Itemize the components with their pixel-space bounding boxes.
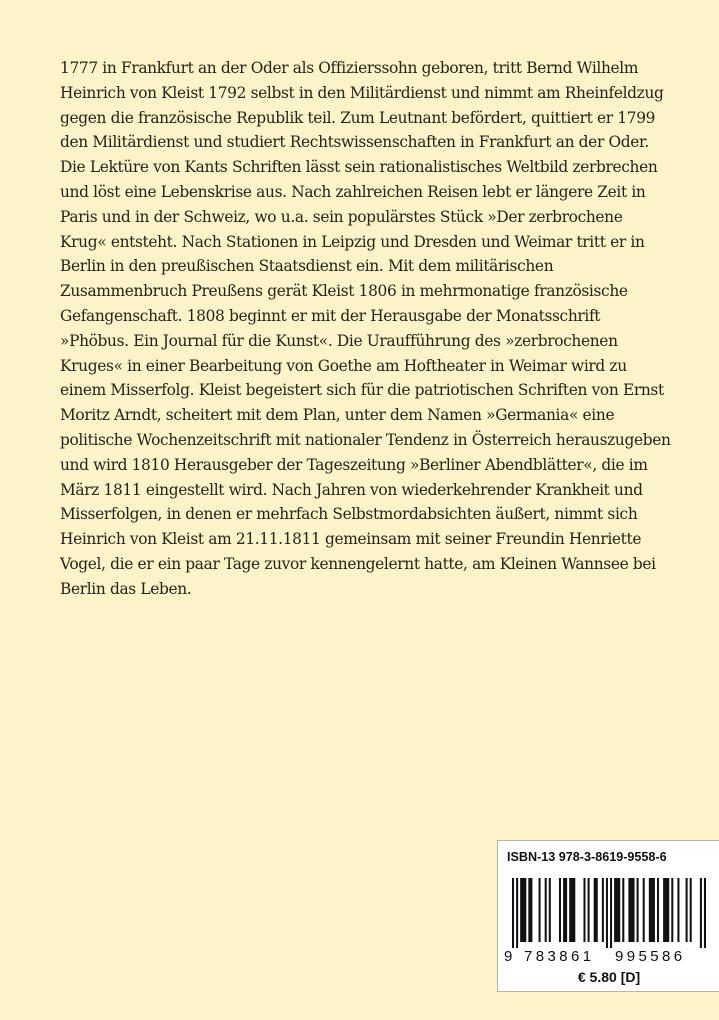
barcode-bar <box>622 878 624 942</box>
barcode-bar <box>569 878 575 942</box>
barcode-guard-bar <box>610 878 612 948</box>
barcode-guard-bar <box>606 878 608 948</box>
barcode-bar <box>583 878 585 942</box>
barcode-bar <box>686 878 688 942</box>
isbn-label: ISBN-13 978-3-8619-9558-6 <box>507 850 667 864</box>
barcode-bar <box>520 878 526 942</box>
barcode-guard-bar <box>700 878 702 948</box>
barcode-box <box>497 840 719 992</box>
author-biography: 1777 in Frankfurt an der Oder als Offizierssohn geboren, tritt Bernd Wilhelm Heinrich von Kleist 1792 selbst in den Militärdienst und nimmt am Rheinfeldzug gegen die französische Republik teil. Zum Leutnant befördert, quittiert er 1799 den Militärdienst und studiert Rechtswissenschaften in Frankfurt an der Oder. Die Lektüre von Kants Schriften lässt sein rationalistisches Weltbild zerbrechen und löst eine Lebenskrise aus. Nach zahlreichen Reisen lebt er längere Zeit in Paris und in der Schweiz, wo u.a. sein populärstes Stück »Der zerbrochene Krug« entsteht. Nach Stationen in Leipzig und Dresden und Weimar tritt er in Berlin in den preußischen Staatsdienst ein. Mit dem militärischen Zusammenbruch Preußens gerät Kleist 1806 in mehrmonatige französische Gefangenschaft. 1808 beginnt er mit der Herausgabe der Monatsschrift »Phöbus. Ein Journal für die Kunst«. Die Uraufführung des »zerbrochenen Kruges« in einer Bearbeitung von Goethe am Hoftheater in Weimar wird zu einem Misserfolg. Kleist begeistert sich für die patriotischen Schriften von Ernst Moritz Arndt, scheitert mit dem Plan, unter dem Namen »Germania« eine politische Wochenzeitschrift mit nationaler Tendenz in Österreich herauszugeben und wird 1810 Herausgeber der Tageszeitung »Berliner Abendblätter«, die im März 1811 eingestellt wird. Nach Jahren von wiederkehrender Krankheit und Misserfolgen, in denen er mehrfach Selbstmordabsichten äußert, nimmt sich Heinrich von Kleist am 21.11.1811 gemeinsam mit seiner Freundin Henriette Vogel, die er ein paar Tage zuvor kennengelernt hatte, am Kleinen Wannsee bei Berlin das Leben. <box>60 59 671 598</box>
barcode-bar <box>539 878 541 942</box>
barcode-bar <box>559 878 561 942</box>
barcode-bar <box>614 878 620 942</box>
barcode-bar <box>545 878 547 942</box>
barcode-bar <box>637 878 639 942</box>
barcode-right-digits: 995586 <box>615 948 686 965</box>
barcode-guard-bar <box>704 878 706 948</box>
barcode-bar <box>588 878 590 942</box>
barcode-bar <box>602 878 604 942</box>
barcode-bar <box>649 878 655 942</box>
barcode-bar <box>690 878 692 942</box>
barcode-bar <box>663 878 669 942</box>
barcode-bar <box>563 878 567 942</box>
barcode-bar <box>594 878 598 942</box>
barcode-bar <box>671 878 673 942</box>
barcode-bar <box>549 878 551 942</box>
ean-barcode <box>512 878 706 948</box>
barcode-left-digits: 783861 <box>524 948 595 965</box>
barcode-lead-digit: 9 <box>504 948 513 965</box>
barcode-bar <box>528 878 532 942</box>
price-label: € 5.80 [D] <box>577 969 641 985</box>
barcode-bar <box>677 878 679 942</box>
barcode-bar <box>657 878 659 942</box>
barcode-bar <box>628 878 634 942</box>
barcode-guard-bar <box>516 878 518 948</box>
barcode-bar <box>643 878 645 942</box>
barcode-guard-bar <box>512 878 514 948</box>
